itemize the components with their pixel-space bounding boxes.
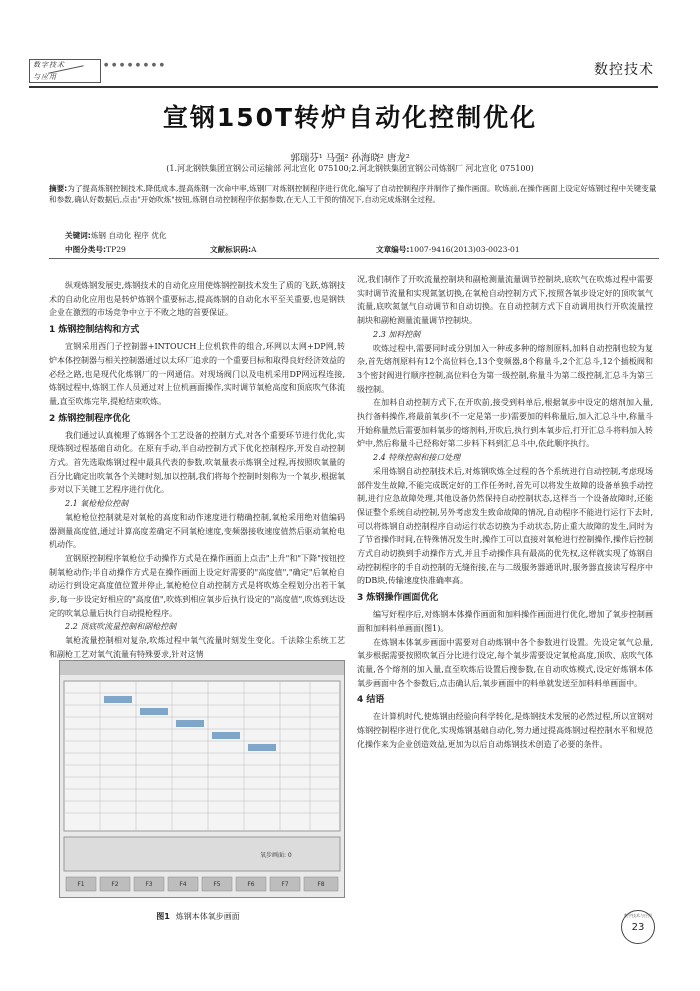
page-number-badge	[621, 910, 655, 944]
section-4-heading: 4 结语	[357, 695, 385, 706]
article-title: 宣钢150T转炉自动化控制优化	[162, 103, 538, 132]
section-2-2-heading: 2.2 顶底吹流量控制和副枪控制	[65, 622, 177, 632]
left-column	[49, 279, 345, 662]
section-2-3-heading: 2.3 加料控制	[373, 329, 421, 339]
abstract-text: 为了提高炼钢控制技术,降低成本,提高炼钢一次命中率,炼钢厂对炼钢控制程序进行优化,编写了自动控制程序并制作了操作画面。吹炼前,在操作画面上设定好炼钢过程中关键变量和参数,确认好数据后,点击"开始吹炼"按钮,炼钢自动控制程序依据参数,在无人工干预的情况下,自动完成炼钢全过程。	[49, 184, 657, 205]
section-2-4-text: 采用炼钢自动控制技术后,对炼钢吹炼全过程的各个系统进行自动控制,考虑现场部件发生故障,不能完成既定好的工作任务时,首先可以将发生故障的设备单独手动控制,进行应急故障处理,其他设备仍然保持自动控制状态,这样当一个设备故障时,还能保证整个系统自动控制,另外考虑发生致命故障的情况,自动程序不能进行运行下去时,可以将炼钢自动控制程序自动运行状态切换为手动状态,防止重大故障的发生,同时为了节省操作时间,在特殊情况发生时,操作工可以直接对氧枪进行控制操作,操作后控制方式自动切换到手动操作方式,并且手动操作具有最高的优先权,这样就实现了炼钢自动控制程序的手自动控制的无缝衔接,在与二级服务器通讯时,服务器直接读写程序中的DB块,传输速度快准确率高。	[357, 466, 653, 586]
figure-status-text: 氧步画面: 0	[260, 852, 292, 859]
fkey-label: F6	[247, 881, 255, 888]
journal-logo-box	[29, 59, 101, 83]
oxygen-step-screen-mock	[60, 661, 344, 897]
page-number: 23	[631, 921, 645, 933]
article-affiliation: (1.河北钢铁集团宣钢公司运输部 河北宣化 075100;2.河北钢铁集团宣钢公司炼钢厂 河北宣化 075100)	[166, 164, 534, 173]
journal-name-line1: 数字技术	[33, 61, 65, 69]
section-3-heading: 3 炼钢操作画面优化	[357, 593, 439, 604]
keywords-text: 炼钢 自动化 程序 优化	[90, 231, 167, 240]
doc-code-label: 文献标识码:	[210, 245, 252, 254]
fkey-label: F8	[317, 881, 325, 888]
keywords-label: 关键词:	[65, 231, 91, 240]
abstract	[49, 183, 659, 205]
fkey-label: F2	[111, 881, 119, 888]
clc-label: 中图分类号:	[65, 245, 107, 254]
section-2-1-text-2: 宣钢原控制程序氧枪位手动操作方式是在操作画面上点击"上升"和"下降"按钮控制氧枪动作;半自动操作方式是在操作画面上设定好需要的"高度值","确定"后氧枪自动运行到设定高度值位置并停止,氧枪枪位自动控制方式是将吹炼全程划分出若干氧步,每一步设定好相应的"高度值",吹炼到相应氧步后执行设定的"高度值",吹炼到达设定的吹氧总量后执行自动提枪程序。	[49, 553, 345, 618]
abstract-label: 摘要:	[49, 184, 68, 193]
keywords	[65, 230, 166, 241]
section-title: 数控技术	[594, 62, 654, 78]
journal-name-line2: 与应用	[33, 73, 57, 81]
fkey-label: F1	[77, 881, 85, 888]
section-2-2-text-cont: 况,我们制作了开吹流量控制块和副枪测量流量调节控制块,底吹气在吹炼过程中需要实时调节流量和实现氮氩切换,在氧枪自动控制方式下,按照各氧步设定好的顶吹氧气流量,底吹氮氩气自动调节和自动切换。在自动控制方式下自动调用执行开吹流量控制块和副枪测量流量调节控制块。	[357, 275, 653, 326]
section-2-1-text: 氧枪枪位控制就是对氧枪的高度和动作速度进行精确控制,氧枪采用绝对值编码器测量高度值,通过计算高度差确定不同氧枪速度,变频器接收速度值然后驱动氧枪电机动作。	[49, 512, 345, 550]
section-3-text-2: 在炼钢本体氧步画面中需要对自动炼钢中各个参数进行设置。先设定氧气总量,氧步根据需要按照吹氧百分比进行设定,每个氧步需要设定氧枪高度,顶吹、底吹气体流量,各个熔剂的加入量,直至吹炼后设置后搜参数,在自动吹炼模式,设定好炼钢本体氧步画面中各个参数后,点击确认后,氧步画面中的料单就发送至加料料单画面中。	[357, 637, 653, 688]
section-2-4-heading: 2.4 特殊控制和接口处理	[373, 453, 461, 463]
article-no-label: 文章编号:	[376, 245, 410, 254]
page-badge-ring-text: 数字技术与应用	[624, 913, 652, 918]
clc-value: TP29	[106, 245, 126, 254]
header-rule	[29, 86, 658, 88]
section-2-3-text-2: 在加料自动控制方式下,在开吹前,接受到料单后,根据氧步中设定的熔剂加入量,执行备料操作,将最前氧步(不一定是第一步)需要加的料称量后,加入汇总斗中,称量斗开始称量然后需要加料氧步的熔剂料,开吹后,执行到本氧步后,打开汇总斗将料加入转炉中,然后称量斗已经称好第二步料下料到汇总斗中,依此顺序执行。	[357, 398, 653, 449]
figure-caption-label: 图1	[156, 912, 170, 921]
abstract-rule	[49, 258, 659, 259]
article-authors: 郭瑞芬¹ 马强² 孙海晓² 唐龙²	[290, 153, 410, 164]
section-2-3-text: 吹炼过程中,需要同时或分别加入一种或多种的熔剂原料,加料自动控制也较为复杂,首先熔剂原料有12个高位料仓,13个变频器,8个称量斗,2个汇总斗,12个插板阀和3个密封阀进行顺序控制,高位料仓为第一级控制,称量斗为第二级控制,汇总斗为第三级控制。	[357, 343, 653, 394]
fkey-label: F5	[213, 881, 221, 888]
right-column	[357, 273, 653, 752]
section-2-text: 我们通过认真梳理了炼钢各个工艺设备的控制方式,对各个重要环节进行优化,实现炼钢过程基础自动化。在原有手动,半自动控制方式下优化控制程序,开发自动控制方式。首先选取炼钢过程中最具代表的参数,吹氧量表示炼钢全过程,再按照吹氧量的百分比确定出吹氧各个关键时刻,加以控制,我们将每个控制时刻称为一个氧步,根据氧步对以下关键工艺程序进行优化。	[49, 430, 345, 495]
clc-number	[65, 244, 126, 255]
doc-code-value: A	[251, 245, 257, 254]
section-2-1-heading: 2.1 氧枪枪位控制	[65, 499, 129, 509]
fkey-label: F4	[179, 881, 187, 888]
section-3-text: 编写好程序后,对炼钢本体操作画面和加料操作画面进行优化,增加了氧步控制画面和加料料单画面(图1)。	[357, 610, 653, 633]
section-1-text: 宣钢采用西门子控制器+INTOUCH上位机软件的组合,环网以太网+DP网,转炉本体控制器与相关控制器通过以太环厂追求的一个重要目标和取得良好经济效益的必经之路,也是现代化炼钢厂的一网通信。对现场阀门以及电机采用DP网远程连接,炼钢过程中,炼钢工作人员通过对上位机画面操作,实时调节氧枪高度和顶底吹气体流量,直至吹炼完毕,提枪结束吹炼。	[49, 342, 345, 406]
section-2-heading: 2 炼钢控制程序优化	[49, 413, 131, 424]
document-code	[210, 244, 257, 255]
figure-1-caption	[0, 911, 396, 922]
fkey-label: F3	[145, 881, 153, 888]
section-1-heading: 1 炼钢控制结构和方式	[49, 325, 140, 336]
article-no-value: 1007-9416(2013)03-0023-01	[409, 245, 520, 254]
figure-caption-text: 炼钢本体氧步画面	[175, 912, 240, 921]
header-decoration-dots: ● ● ● ● ● ● ● ●	[104, 62, 166, 68]
section-2-2-text: 氧枪流量控制相对复杂,吹炼过程中氧气流量时刻发生变化。千法除尘系统工艺和副枪工艺对氧气流量有特殊要求,针对这情	[49, 636, 345, 659]
figure-1-screenshot	[59, 660, 345, 898]
fkey-label: F7	[281, 881, 289, 888]
section-4-text: 在计算机时代,使炼钢由经验向科学转化,是炼钢技术发展的必然过程,所以宣钢对炼钢控制程序进行优化,实现炼钢基础自动化,努力通过提高炼钢过程控制水平和规范化操作来为企业创造效益,更加为以后自动炼钢技术创造了必要的条件。	[357, 712, 653, 749]
intro-paragraph: 纵观炼钢发展史,炼钢技术的自动化应用使炼钢控制技术发生了质的飞跃,炼钢技术的自动化应用也是转炉炼钢个重要标志,提高炼钢的自动化水平至关重要,也是钢铁企业在激烈的市场竞争中立于不败之地的首要保证。	[49, 281, 345, 318]
article-number	[376, 244, 520, 255]
